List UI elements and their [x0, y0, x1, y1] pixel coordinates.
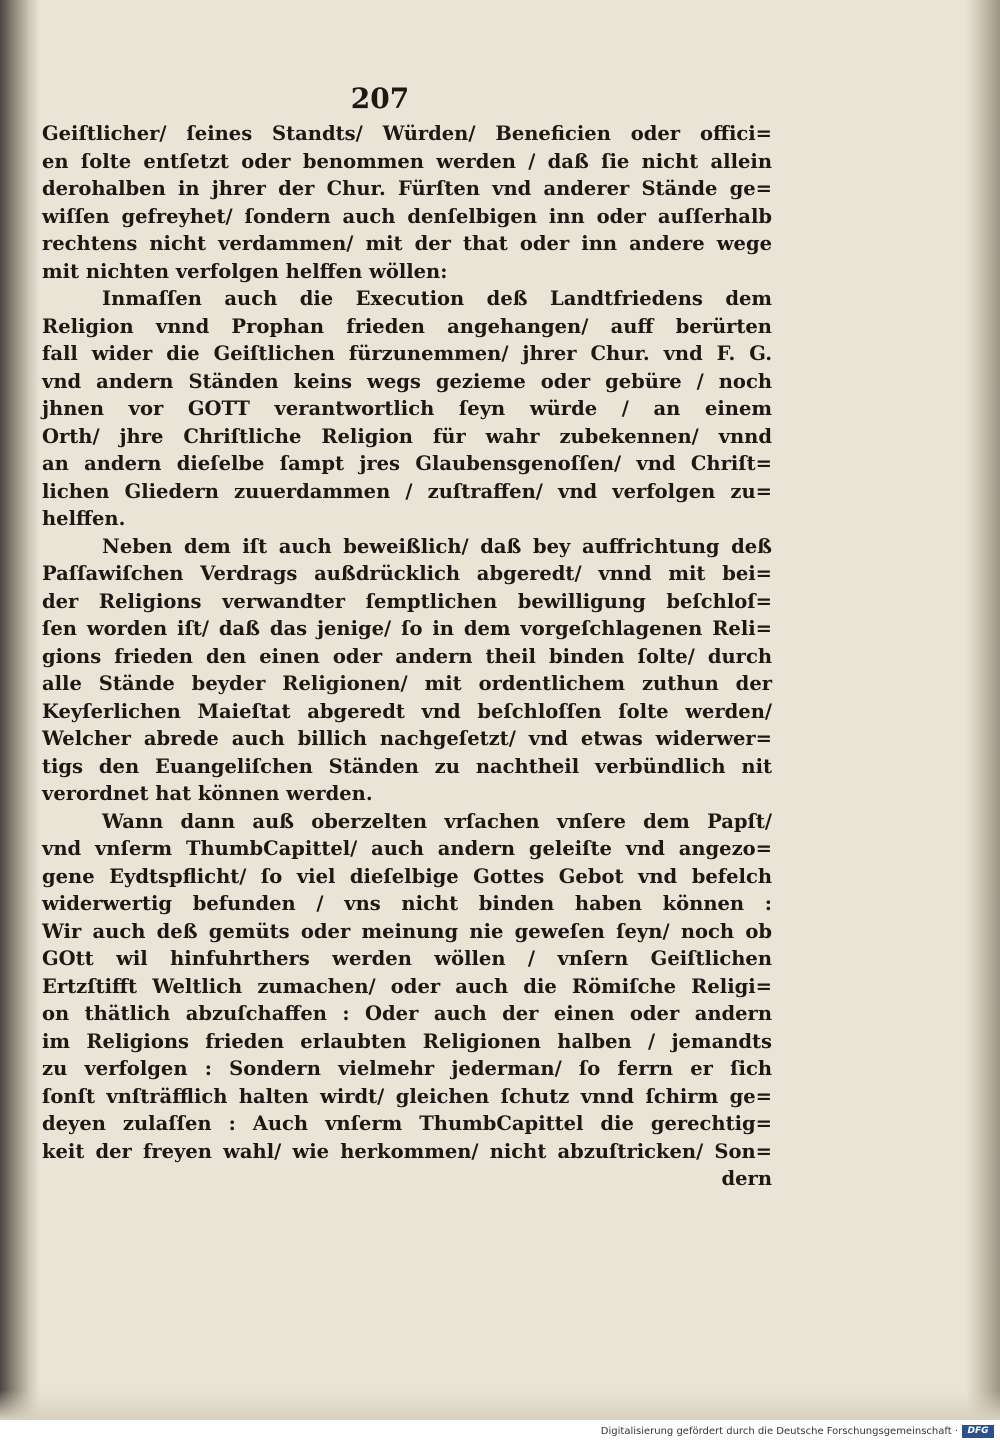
text-line: rechtens nicht verdammen/ mit der that oder inn andere wege	[42, 232, 772, 255]
text-line: Welcher abrede auch billich nachgeſetzt/ vnd etwas widerwer=	[42, 727, 772, 750]
text-line: im Religions frieden erlaubten Religionen halben / jemandts	[42, 1029, 772, 1053]
text-line: lichen Gliedern zuuerdammen / zuſtraffen/ vnd verfolgen zu=	[42, 479, 772, 503]
text-line: helffen.	[42, 507, 126, 530]
text-line: Inmaſſen auch die Execution deß Landtfriedens dem	[102, 287, 772, 310]
text-line: ſonſt vnſträfflich halten wirdt/ gleichen ſchutz vnnd ſchirm ge=	[42, 1084, 772, 1108]
text-line: Religion vnnd Prophan frieden angehangen/ auff berürten	[42, 314, 772, 338]
text-line: deyen zulaſſen : Auch vnſerm ThumbCapittel die gerechtig=	[42, 1112, 772, 1135]
text-line: Neben dem iſt auch beweißlich/ daß bey auffrichtung deß	[102, 534, 772, 558]
text-line: dern	[721, 1167, 772, 1190]
text-line: widerwertig befunden / vns nicht binden haben können :	[42, 892, 772, 915]
text-line: Wann dann auß oberzelten vrſachen vnſere dem Papſt/	[102, 809, 772, 833]
text-line: zu verfolgen : Sondern vielmehr jederman/ ſo ferrn er ſich	[42, 1057, 772, 1080]
text-line: gions frieden den einen oder andern theil binden ſolte/ durch	[42, 644, 772, 668]
funding-credit: Digitalisierung gefördert durch die Deutsche Forschungsgemeinschaft ·	[600, 1426, 958, 1437]
text-line: keit der freyen wahl/ wie herkommen/ nicht abzuſtricken/ Son=	[42, 1139, 772, 1163]
dfg-logo: DFG	[962, 1425, 994, 1438]
text-line: Geiſtlicher/ ſeines Standts/ Würden/ Beneficien oder offici=	[42, 122, 772, 145]
text-line: gene Eydtspflicht/ ſo viel dieſelbige Gottes Gebot vnd befelch	[42, 864, 772, 888]
text-line: Ertzſtifft Weltlich zumachen/ oder auch die Römiſche Religi=	[42, 974, 772, 998]
body-text	[42, 120, 772, 1193]
footer	[0, 1420, 1000, 1444]
text-line: jhnen vor GOTT verantwortlich ſeyn würde / an einem	[42, 397, 772, 420]
text-line: derohalben in jhrer der Chur. Fürſten vnd anderer Stände ge=	[42, 177, 772, 200]
text-line: vnd vnſerm ThumbCapittel/ auch andern geleiſte vnd angezo=	[42, 837, 772, 860]
text-line: tigs den Euangeliſchen Ständen zu nachtheil verbündlich nit	[42, 754, 772, 778]
page-bottom-edge	[0, 1390, 1000, 1420]
text-line: Wir auch deß gemüts oder meinung nie geweſen ſeyn/ noch ob	[42, 919, 772, 943]
text-line: on thätlich abzuſchaffen : Oder auch der einen oder andern	[42, 1002, 772, 1025]
binding-shadow	[0, 0, 40, 1420]
text-line: wiſſen gefreyhet/ ſondern auch denſelbigen inn oder auſſerhalb	[42, 204, 772, 228]
text-line: vnd andern Ständen keins wegs gezieme oder gebüre / noch	[42, 369, 772, 393]
text-line: fall wider die Geiſtlichen fürzunemmen/ jhrer Chur. vnd F. G.	[42, 342, 772, 365]
text-line: Orth/ jhre Chriſtliche Religion für wahr zubekennen/ vnnd	[42, 424, 772, 448]
text-line: alle Stände beyder Religionen/ mit ordentlichem zuthun der	[42, 672, 772, 695]
text-line: verordnet hat können werden.	[42, 782, 373, 805]
page-edge	[966, 0, 1000, 1420]
text-line: mit nichten verfolgen helffen wöllen:	[42, 259, 448, 283]
text-line: an andern dieſelbe ſampt jres Glaubensgenoſſen/ vnd Chriſt=	[42, 452, 772, 475]
text-line: Paſſawiſchen Verdrags außdrücklich abgeredt/ vnnd mit bei=	[42, 562, 772, 585]
text-line: der Religions verwandter ſemptlichen bewilligung beſchloſ=	[42, 589, 772, 613]
text-line: en ſolte entſetzt oder benommen werden / daß ſie nicht allein	[42, 149, 772, 173]
text-line: ſen worden iſt/ daß das jenige/ ſo in dem vorgeſchlagenen Reli=	[42, 617, 772, 640]
text-line: GOtt wil hinfuhrthers werden wöllen / vnſern Geiſtlichen	[42, 947, 772, 970]
page-number: 207	[350, 82, 410, 115]
text-line: Keyſerlichen Maieſtat abgeredt vnd beſchloſſen ſolte werden/	[42, 699, 772, 723]
